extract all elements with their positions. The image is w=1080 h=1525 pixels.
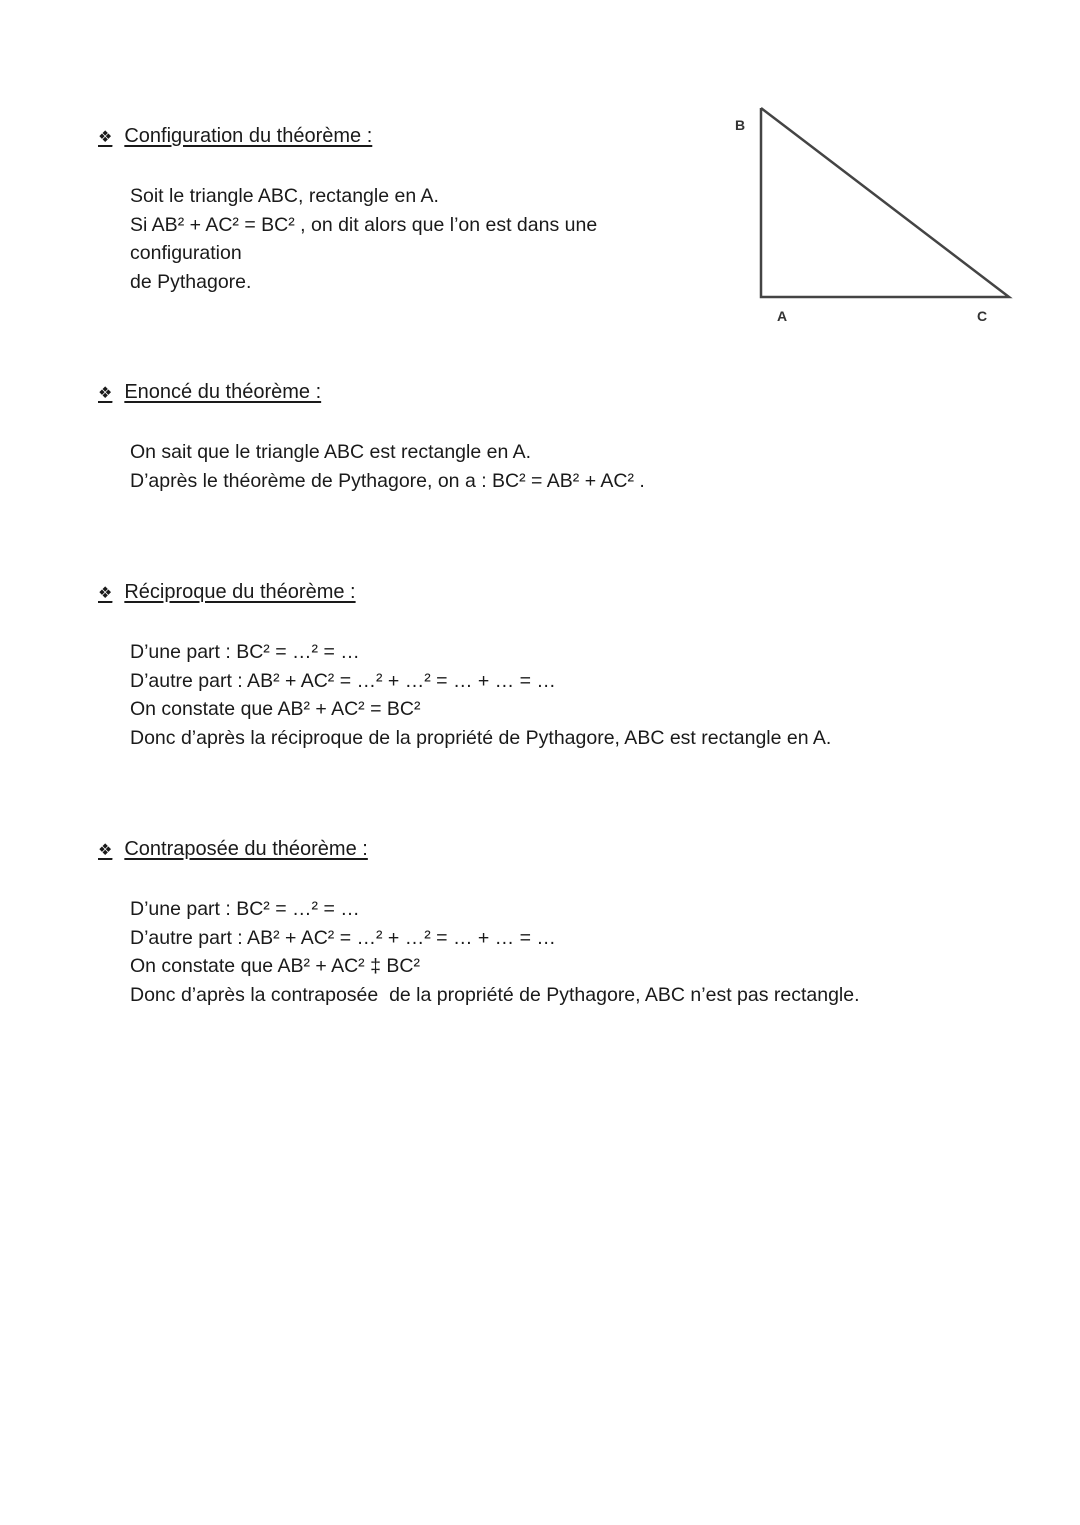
text-line: D’une part : BC² = …² = … (130, 898, 360, 920)
vertex-label-b: B (735, 117, 746, 133)
heading-text: Enoncé du théorème : (124, 381, 322, 403)
text-line: de Pythagore. (130, 270, 252, 293)
heading-text: Réciproque du théorème : (124, 581, 356, 603)
text-line: D’autre part : AB² + AC² = …² + …² = … + … = … (130, 926, 556, 949)
triangle-svg (720, 100, 1040, 340)
diamond-bullet-icon: ❖ (98, 383, 113, 402)
heading-text: Contraposée du théorème : (124, 838, 368, 860)
section-heading (98, 380, 998, 405)
section-contraposee (98, 837, 998, 1009)
section-body (130, 895, 998, 1009)
section-heading (98, 837, 998, 862)
diamond-bullet-icon: ❖ (98, 127, 113, 146)
triangle-shape (761, 108, 1009, 297)
vertex-label-c: C (977, 308, 988, 324)
text-line: On constate que AB² + AC² = BC² (130, 698, 421, 720)
text-line: D’une part : BC² = …² = … (130, 641, 360, 663)
text-line: On sait que le triangle ABC est rectangle en A. (130, 441, 532, 463)
text-line: Soit le triangle ABC, rectangle en A. (130, 185, 439, 207)
heading-text: Configuration du théorème : (124, 125, 373, 147)
vertex-label-a: A (777, 308, 788, 324)
section-heading (98, 580, 998, 605)
text-line: On constate que AB² + AC² ‡ BC² (130, 955, 420, 977)
diamond-bullet-icon: ❖ (98, 583, 113, 602)
text-line: Donc d’après la contraposée de la propriété de Pythagore, ABC n’est pas rectangle. (130, 983, 860, 1006)
right-triangle-figure (720, 100, 1040, 340)
section-body (130, 638, 998, 752)
section-body (130, 438, 998, 495)
section-reciproque (98, 580, 998, 752)
diamond-bullet-icon: ❖ (98, 840, 113, 859)
section-enonce (98, 380, 998, 495)
text-line: D’autre part : AB² + AC² = …² + …² = … + … = … (130, 669, 556, 692)
text-line: Si AB² + AC² = BC² , on dit alors que l’on est dans une configuration (130, 213, 598, 264)
section-body (130, 182, 610, 296)
text-line: Donc d’après la réciproque de la propriété de Pythagore, ABC est rectangle en A. (130, 726, 832, 749)
text-line: D’après le théorème de Pythagore, on a : BC² = AB² + AC² . (130, 469, 645, 492)
